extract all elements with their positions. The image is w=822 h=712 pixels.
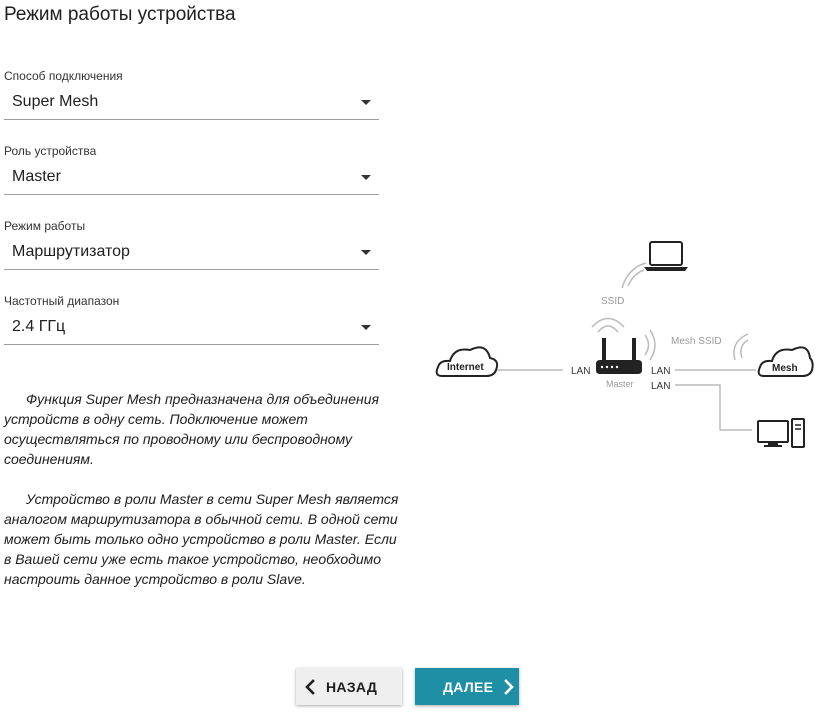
device-role-select[interactable] xyxy=(4,164,379,195)
laptop-icon xyxy=(644,242,688,271)
wifi-signal-icon xyxy=(734,334,748,360)
device-role-value: Master xyxy=(12,168,61,185)
chevron-down-icon xyxy=(361,325,371,330)
wifi-signal-icon xyxy=(592,319,655,361)
frequency-band-label: Частотный диапазон xyxy=(4,294,120,308)
chevron-left-icon xyxy=(304,679,316,695)
device-role-label: Роль устройства xyxy=(4,144,97,158)
lan-label-right-top: LAN xyxy=(651,366,671,377)
chevron-right-icon xyxy=(503,679,515,695)
operation-mode-value: Маршрутизатор xyxy=(12,243,130,260)
network-diagram xyxy=(430,230,815,460)
mesh-ssid-label: Mesh SSID xyxy=(671,336,722,347)
internet-label: Internet xyxy=(447,362,484,373)
operation-mode-label: Режим работы xyxy=(4,219,86,233)
lan-label-left: LAN xyxy=(571,366,591,377)
frequency-band-select[interactable] xyxy=(4,314,379,345)
back-button-label: НАЗАД xyxy=(326,678,378,695)
ssid-label: SSID xyxy=(601,296,625,307)
operation-mode-select[interactable] xyxy=(4,239,379,270)
chevron-down-icon xyxy=(361,250,371,255)
master-label: Master xyxy=(606,379,634,389)
next-button[interactable] xyxy=(415,668,519,705)
operation-mode-field xyxy=(4,219,379,270)
mesh-label: Mesh xyxy=(772,363,798,374)
connection-method-value: Super Mesh xyxy=(12,93,99,110)
description-paragraph-2: Устройство в роли Master в сети Super Mesh является аналогом маршрутизатора в обычной сети. В одной сети может быть только одно устройство в роли Master. Если в Вашей сети уже есть такое устройство, необходимо настроить данное устройство в роли Slave. xyxy=(4,491,399,587)
description-paragraph-1: Функция Super Mesh предназначена для объединения устройств в одну сеть. Подключение может осуществляться по проводному или беспроводному соединениям. xyxy=(4,391,379,467)
next-button-label: ДАЛЕЕ xyxy=(443,678,494,695)
wifi-signal-icon xyxy=(622,263,646,288)
router-icon xyxy=(596,338,642,374)
connection-method-select[interactable] xyxy=(4,89,379,120)
chevron-down-icon xyxy=(361,175,371,180)
pc-link-line xyxy=(675,385,752,430)
lan-label-right-bottom: LAN xyxy=(651,381,671,392)
connection-method-label: Способ подключения xyxy=(4,69,123,83)
frequency-band-value: 2.4 ГГц xyxy=(12,318,66,335)
frequency-band-field xyxy=(4,294,379,345)
chevron-down-icon xyxy=(361,100,371,105)
back-button[interactable] xyxy=(296,668,402,705)
page-title: Режим работы устройства xyxy=(4,4,236,25)
device-role-field xyxy=(4,144,379,195)
desktop-computer-icon xyxy=(758,419,804,447)
connection-method-field xyxy=(4,69,379,120)
